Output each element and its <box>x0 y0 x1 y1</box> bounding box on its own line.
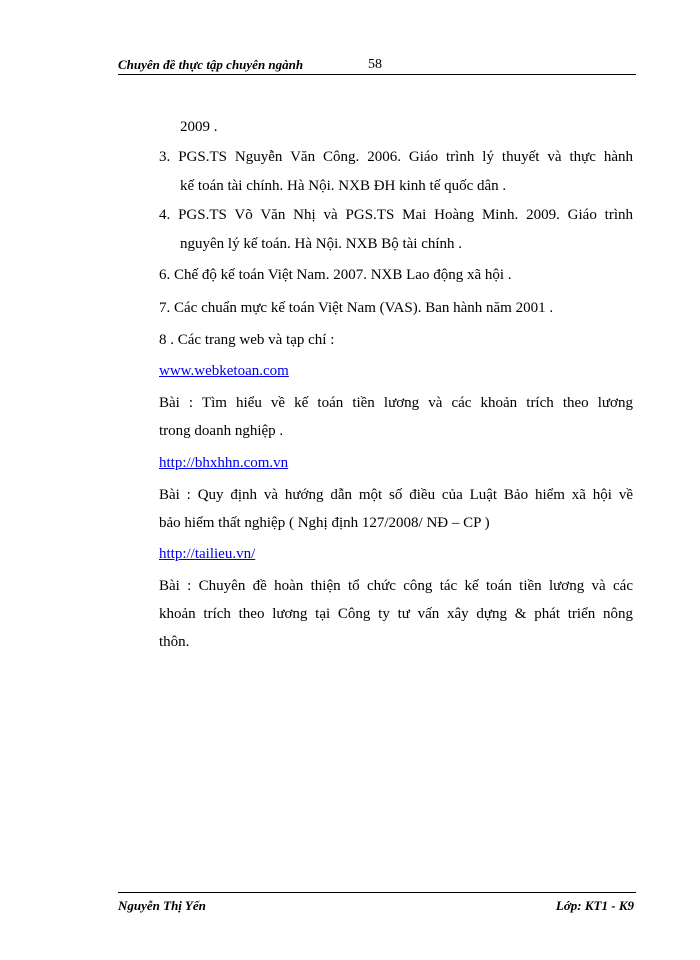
link-bhxhhn[interactable]: http://bhxhhn.com.vn <box>159 455 289 471</box>
article-3-line-2: khoản trích theo lương tại Công ty tư vấn xây dựng & phát triển nông <box>159 606 633 622</box>
ref-8-heading: 8 . Các trang web và tạp chí : <box>159 332 335 348</box>
article-1-line-1: Bài : Tìm hiểu về kế toán tiền lương và các khoản trích theo lương <box>159 395 633 411</box>
article-3-line-1: Bài : Chuyên đề hoàn thiện tổ chức công tác kế toán tiền lương và các <box>159 578 633 594</box>
link-webketoan[interactable]: www.webketoan.com <box>159 363 289 379</box>
footer-author: Nguyễn Thị Yến <box>118 898 206 913</box>
ref-2-continuation: 2009 . <box>180 119 218 135</box>
article-3-line-3: thôn. <box>159 634 190 650</box>
footer-class: Lớp: KT1 - K9 <box>555 898 634 913</box>
article-1-line-2: trong doanh nghiệp . <box>159 423 284 439</box>
ref-4-line-2: nguyên lý kế toán. Hà Nội. NXB Bộ tài chính . <box>180 236 463 252</box>
page-header <box>118 56 636 75</box>
page-footer <box>118 892 636 915</box>
link-tailieu[interactable]: http://tailieu.vn/ <box>159 546 256 562</box>
ref-7: 7. Các chuẩn mực kế toán Việt Nam (VAS). Ban hành năm 2001 . <box>159 300 554 316</box>
article-2-line-2: bảo hiểm thất nghiệp ( Nghị định 127/2008/ NĐ – CP ) <box>159 515 490 531</box>
ref-3-line-2: kế toán tài chính. Hà Nội. NXB ĐH kinh tế quốc dân . <box>180 178 507 194</box>
ref-6: 6. Chế độ kế toán Việt Nam. 2007. NXB Lao động xã hội . <box>159 267 512 283</box>
header-title: Chuyên đề thực tập chuyên ngành <box>118 57 304 72</box>
article-2-line-1: Bài : Quy định và hướng dẫn một số điều của Luật Bảo hiểm xã hội về <box>159 487 633 503</box>
ref-3-line-1: 3. PGS.TS Nguyễn Văn Công. 2006. Giáo trình lý thuyết và thực hành <box>159 149 633 165</box>
page-number: 58 <box>368 57 382 72</box>
ref-4-line-1: 4. PGS.TS Võ Văn Nhị và PGS.TS Mai Hoàng Minh. 2009. Giáo trình <box>159 207 633 223</box>
